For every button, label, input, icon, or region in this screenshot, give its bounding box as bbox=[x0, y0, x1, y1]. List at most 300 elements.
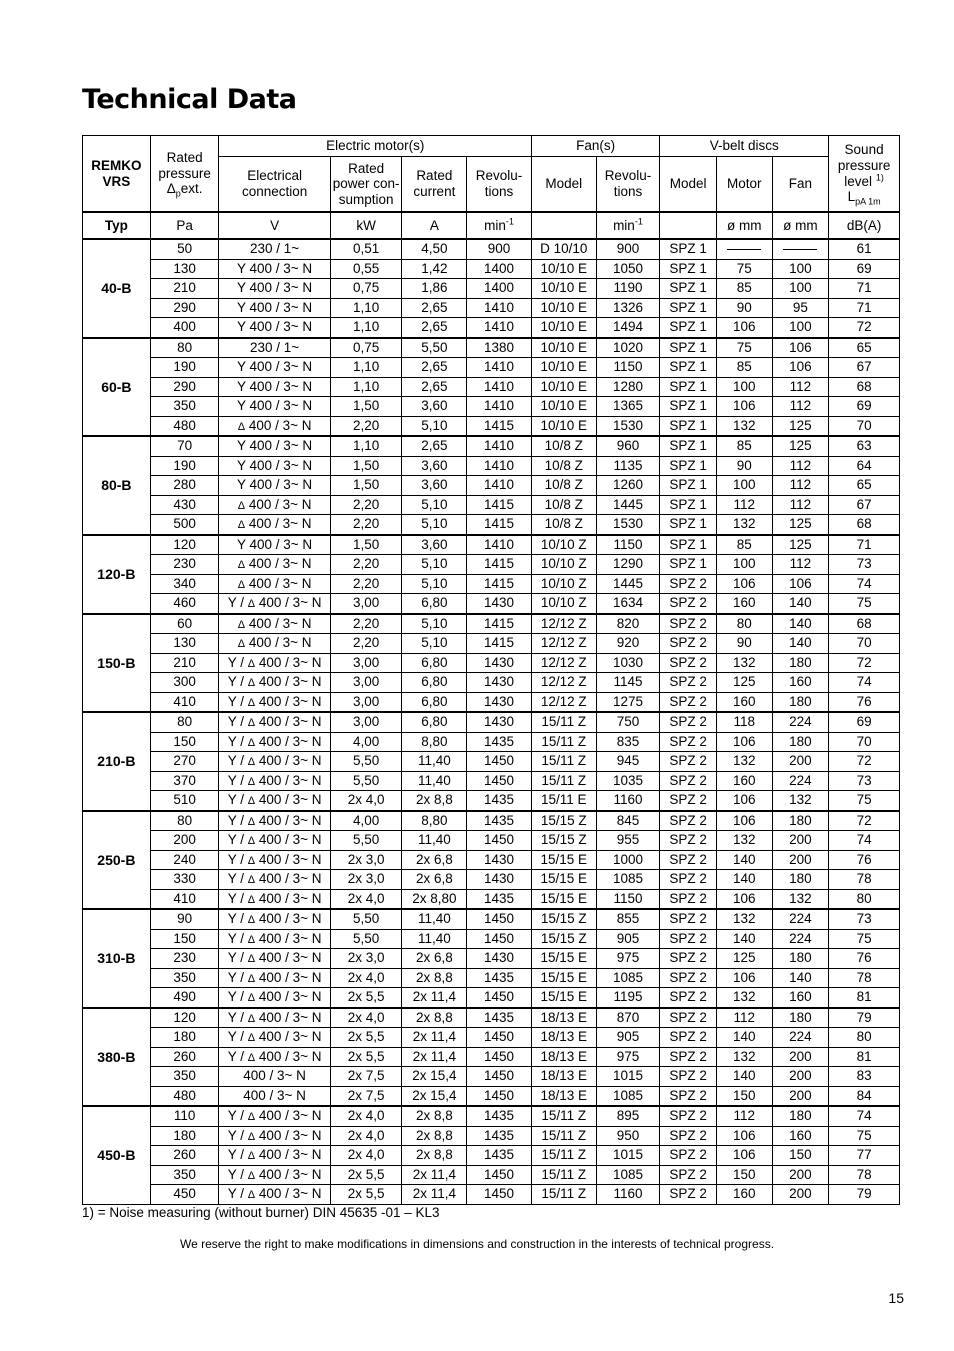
fan-model-cell: 18/13 E bbox=[531, 1028, 596, 1048]
motor-dia-cell: 106 bbox=[716, 1126, 772, 1146]
sound-cell: 70 bbox=[829, 416, 900, 436]
fan-dia-cell: 200 bbox=[772, 1086, 829, 1106]
header-vbelt-model: Model bbox=[660, 157, 717, 213]
fan-rev-cell: 750 bbox=[596, 712, 660, 732]
vbelt-model-cell: SPZ 1 bbox=[660, 535, 717, 555]
fan-rev-cell: 1085 bbox=[596, 1086, 660, 1106]
motor-dia-cell: 106 bbox=[716, 791, 772, 811]
connection-cell: Y / Δ 400 / 3~ N bbox=[219, 929, 330, 949]
fan-dia-cell bbox=[772, 239, 829, 259]
motor-rev-cell: 1410 bbox=[467, 476, 532, 496]
motor-dia-cell: 90 bbox=[716, 298, 772, 318]
current-cell: 2,65 bbox=[402, 377, 467, 397]
connection-cell: Y / Δ 400 / 3~ N bbox=[219, 752, 330, 772]
fan-rev-cell: 820 bbox=[596, 614, 660, 634]
sound-cell: 78 bbox=[829, 968, 900, 988]
sound-cell: 75 bbox=[829, 1126, 900, 1146]
motor-dia-cell: 90 bbox=[716, 456, 772, 476]
fan-model-cell: 10/10 E bbox=[531, 377, 596, 397]
power-cell: 2,20 bbox=[330, 495, 402, 515]
sound-cell: 68 bbox=[829, 515, 900, 535]
fan-model-cell: 15/11 Z bbox=[531, 1165, 596, 1185]
pressure-cell: 230 bbox=[150, 555, 219, 575]
sound-cell: 78 bbox=[829, 1165, 900, 1185]
fan-rev-cell: 855 bbox=[596, 909, 660, 929]
motor-dia-cell: 112 bbox=[716, 1008, 772, 1028]
sound-cell: 71 bbox=[829, 298, 900, 318]
current-cell: 3,60 bbox=[402, 397, 467, 417]
current-cell: 11,40 bbox=[402, 909, 467, 929]
fan-dia-cell: 112 bbox=[772, 476, 829, 496]
connection-cell: Δ 400 / 3~ N bbox=[219, 574, 330, 594]
fan-rev-cell: 1275 bbox=[596, 692, 660, 712]
pressure-cell: 400 bbox=[150, 318, 219, 338]
fan-dia-cell: 200 bbox=[772, 831, 829, 851]
fan-dia-cell: 140 bbox=[772, 614, 829, 634]
connection-cell: Y 400 / 3~ N bbox=[219, 259, 330, 279]
connection-cell: Y 400 / 3~ N bbox=[219, 397, 330, 417]
motor-rev-cell: 1410 bbox=[467, 298, 532, 318]
motor-rev-cell: 900 bbox=[467, 239, 532, 259]
pressure-cell: 180 bbox=[150, 1126, 219, 1146]
unit-current: A bbox=[402, 212, 467, 239]
vbelt-model-cell: SPZ 2 bbox=[660, 634, 717, 654]
power-cell: 2x 4,0 bbox=[330, 1106, 402, 1126]
pressure-cell: 410 bbox=[150, 692, 219, 712]
vbelt-model-cell: SPZ 2 bbox=[660, 889, 717, 909]
motor-dia-cell: 140 bbox=[716, 1067, 772, 1087]
table-row bbox=[83, 791, 900, 811]
motor-rev-cell: 1400 bbox=[467, 259, 532, 279]
table-row bbox=[83, 634, 900, 654]
motor-rev-cell: 1430 bbox=[467, 949, 532, 969]
power-cell: 2,20 bbox=[330, 515, 402, 535]
current-cell: 2x 8,8 bbox=[402, 791, 467, 811]
vbelt-model-cell: SPZ 2 bbox=[660, 968, 717, 988]
fan-rev-cell: 870 bbox=[596, 1008, 660, 1028]
motor-dia-cell: 106 bbox=[716, 397, 772, 417]
fan-rev-cell: 1530 bbox=[596, 416, 660, 436]
vbelt-model-cell: SPZ 1 bbox=[660, 416, 717, 436]
pressure-cell: 270 bbox=[150, 752, 219, 772]
power-cell: 3,00 bbox=[330, 653, 402, 673]
motor-rev-cell: 1415 bbox=[467, 574, 532, 594]
sound-cell: 63 bbox=[829, 436, 900, 456]
fan-dia-cell: 180 bbox=[772, 692, 829, 712]
power-cell: 1,50 bbox=[330, 397, 402, 417]
power-cell: 2x 7,5 bbox=[330, 1086, 402, 1106]
motor-dia-cell: 160 bbox=[716, 692, 772, 712]
motor-rev-cell: 1410 bbox=[467, 397, 532, 417]
fan-model-cell: 15/11 Z bbox=[531, 1126, 596, 1146]
motor-rev-cell: 1435 bbox=[467, 1106, 532, 1126]
table-row bbox=[83, 1067, 900, 1087]
table-row bbox=[83, 909, 900, 929]
pressure-cell: 480 bbox=[150, 1086, 219, 1106]
motor-rev-cell: 1450 bbox=[467, 929, 532, 949]
motor-dia-cell: 160 bbox=[716, 771, 772, 791]
table-row bbox=[83, 811, 900, 831]
fan-dia-cell: 224 bbox=[772, 1028, 829, 1048]
fan-rev-cell: 1494 bbox=[596, 318, 660, 338]
fan-rev-cell: 955 bbox=[596, 831, 660, 851]
fan-model-cell: 10/10 Z bbox=[531, 555, 596, 575]
motor-rev-cell: 1450 bbox=[467, 771, 532, 791]
current-cell: 2x 8,80 bbox=[402, 889, 467, 909]
model-cell: 380-B bbox=[83, 1008, 151, 1107]
sound-cell: 75 bbox=[829, 791, 900, 811]
power-cell: 2x 3,0 bbox=[330, 850, 402, 870]
motor-dia-cell: 90 bbox=[716, 634, 772, 654]
motor-dia-cell: 132 bbox=[716, 752, 772, 772]
pressure-cell: 450 bbox=[150, 1185, 219, 1205]
pressure-cell: 150 bbox=[150, 929, 219, 949]
table-row bbox=[83, 239, 900, 259]
fan-model-cell: D 10/10 bbox=[531, 239, 596, 259]
motor-dia-cell: 160 bbox=[716, 594, 772, 614]
fan-model-cell: 15/11 Z bbox=[531, 1106, 596, 1126]
pressure-cell: 150 bbox=[150, 732, 219, 752]
fan-model-cell: 15/11 Z bbox=[531, 752, 596, 772]
connection-cell: Y / Δ 400 / 3~ N bbox=[219, 732, 330, 752]
table-row bbox=[83, 318, 900, 338]
current-cell: 1,42 bbox=[402, 259, 467, 279]
sound-cell: 71 bbox=[829, 535, 900, 555]
table-row bbox=[83, 259, 900, 279]
model-cell: 450-B bbox=[83, 1106, 151, 1204]
sound-cell: 72 bbox=[829, 318, 900, 338]
power-cell: 0,55 bbox=[330, 259, 402, 279]
connection-cell: Y / Δ 400 / 3~ N bbox=[219, 870, 330, 890]
motor-dia-cell: 106 bbox=[716, 318, 772, 338]
motor-dia-cell: 150 bbox=[716, 1086, 772, 1106]
table-row bbox=[83, 338, 900, 358]
fan-dia-cell: 140 bbox=[772, 968, 829, 988]
fan-rev-cell: 1445 bbox=[596, 574, 660, 594]
motor-rev-cell: 1410 bbox=[467, 358, 532, 378]
pressure-cell: 260 bbox=[150, 1047, 219, 1067]
fan-rev-cell: 1365 bbox=[596, 397, 660, 417]
fan-model-cell: 10/10 E bbox=[531, 416, 596, 436]
sound-cell: 81 bbox=[829, 1047, 900, 1067]
sound-cell: 65 bbox=[829, 476, 900, 496]
pressure-cell: 180 bbox=[150, 1028, 219, 1048]
connection-cell: Y / Δ 400 / 3~ N bbox=[219, 850, 330, 870]
fan-model-cell: 10/10 E bbox=[531, 279, 596, 299]
fan-rev-cell: 1326 bbox=[596, 298, 660, 318]
fan-rev-cell: 1195 bbox=[596, 988, 660, 1008]
motor-dia-cell: 118 bbox=[716, 712, 772, 732]
power-cell: 2,20 bbox=[330, 555, 402, 575]
current-cell: 11,40 bbox=[402, 771, 467, 791]
motor-rev-cell: 1435 bbox=[467, 889, 532, 909]
current-cell: 2x 6,8 bbox=[402, 870, 467, 890]
fan-model-cell: 18/13 E bbox=[531, 1047, 596, 1067]
connection-cell: Y / Δ 400 / 3~ N bbox=[219, 831, 330, 851]
pressure-cell: 120 bbox=[150, 535, 219, 555]
sound-cell: 64 bbox=[829, 456, 900, 476]
current-cell: 5,10 bbox=[402, 555, 467, 575]
current-cell: 6,80 bbox=[402, 653, 467, 673]
fan-model-cell: 15/15 E bbox=[531, 850, 596, 870]
connection-cell: 230 / 1~ bbox=[219, 239, 330, 259]
pressure-cell: 190 bbox=[150, 456, 219, 476]
motor-rev-cell: 1400 bbox=[467, 279, 532, 299]
fan-rev-cell: 920 bbox=[596, 634, 660, 654]
motor-rev-cell: 1435 bbox=[467, 732, 532, 752]
connection-cell: Y 400 / 3~ N bbox=[219, 377, 330, 397]
fan-model-cell: 15/11 Z bbox=[531, 771, 596, 791]
pressure-cell: 70 bbox=[150, 436, 219, 456]
pressure-cell: 510 bbox=[150, 791, 219, 811]
motor-dia-cell: 140 bbox=[716, 929, 772, 949]
vbelt-model-cell: SPZ 2 bbox=[660, 574, 717, 594]
sound-cell: 72 bbox=[829, 653, 900, 673]
pressure-cell: 300 bbox=[150, 673, 219, 693]
current-cell: 1,86 bbox=[402, 279, 467, 299]
vbelt-model-cell: SPZ 2 bbox=[660, 850, 717, 870]
power-cell: 0,75 bbox=[330, 279, 402, 299]
fan-rev-cell: 845 bbox=[596, 811, 660, 831]
fan-model-cell: 10/10 E bbox=[531, 259, 596, 279]
table-row bbox=[83, 673, 900, 693]
fan-model-cell: 12/12 Z bbox=[531, 614, 596, 634]
motor-dia-cell: 132 bbox=[716, 988, 772, 1008]
power-cell: 4,00 bbox=[330, 811, 402, 831]
pressure-cell: 110 bbox=[150, 1106, 219, 1126]
vbelt-model-cell: SPZ 2 bbox=[660, 1185, 717, 1205]
current-cell: 4,50 bbox=[402, 239, 467, 259]
header-electrical-connection: Electrical connection bbox=[219, 157, 330, 213]
model-cell: 310-B bbox=[83, 909, 151, 1008]
pressure-cell: 240 bbox=[150, 850, 219, 870]
fan-dia-cell: 100 bbox=[772, 259, 829, 279]
fan-rev-cell: 1050 bbox=[596, 259, 660, 279]
fan-rev-cell: 1290 bbox=[596, 555, 660, 575]
motor-rev-cell: 1450 bbox=[467, 831, 532, 851]
connection-cell: Y / Δ 400 / 3~ N bbox=[219, 1047, 330, 1067]
connection-cell: Y / Δ 400 / 3~ N bbox=[219, 1126, 330, 1146]
header-rated-pressure: Rated pressure $\Delta_pext$. bbox=[150, 136, 219, 213]
vbelt-model-cell: SPZ 1 bbox=[660, 259, 717, 279]
fan-model-cell: 15/11 E bbox=[531, 791, 596, 811]
power-cell: 1,10 bbox=[330, 436, 402, 456]
fan-rev-cell: 945 bbox=[596, 752, 660, 772]
fan-dia-cell: 180 bbox=[772, 1008, 829, 1028]
motor-dia-cell: 125 bbox=[716, 949, 772, 969]
fan-dia-cell: 224 bbox=[772, 712, 829, 732]
table-row bbox=[83, 535, 900, 555]
motor-rev-cell: 1435 bbox=[467, 791, 532, 811]
sound-cell: 78 bbox=[829, 870, 900, 890]
fan-rev-cell: 1150 bbox=[596, 535, 660, 555]
motor-rev-cell: 1435 bbox=[467, 1146, 532, 1166]
sound-cell: 70 bbox=[829, 634, 900, 654]
fan-dia-cell: 200 bbox=[772, 1067, 829, 1087]
connection-cell: Y 400 / 3~ N bbox=[219, 476, 330, 496]
fan-model-cell: 10/10 E bbox=[531, 318, 596, 338]
unit-vbelt-model bbox=[660, 212, 717, 239]
technical-data-table bbox=[82, 135, 900, 1205]
motor-rev-cell: 1415 bbox=[467, 495, 532, 515]
sound-cell: 76 bbox=[829, 850, 900, 870]
pressure-cell: 350 bbox=[150, 397, 219, 417]
connection-cell: Y / Δ 400 / 3~ N bbox=[219, 1028, 330, 1048]
table-row bbox=[83, 949, 900, 969]
motor-dia-cell: 106 bbox=[716, 968, 772, 988]
footnote: 1) = Noise measuring (without burner) DIN 45635 -01 – KL3 bbox=[82, 1205, 440, 1220]
connection-cell: Y 400 / 3~ N bbox=[219, 535, 330, 555]
pressure-cell: 120 bbox=[150, 1008, 219, 1028]
power-cell: 1,50 bbox=[330, 535, 402, 555]
fan-model-cell: 12/12 Z bbox=[531, 653, 596, 673]
power-cell: 4,00 bbox=[330, 732, 402, 752]
connection-cell: Y / Δ 400 / 3~ N bbox=[219, 673, 330, 693]
table-row bbox=[83, 594, 900, 614]
pressure-cell: 200 bbox=[150, 831, 219, 851]
sound-cell: 74 bbox=[829, 673, 900, 693]
current-cell: 6,80 bbox=[402, 673, 467, 693]
table-row bbox=[83, 298, 900, 318]
table-row bbox=[83, 358, 900, 378]
fan-rev-cell: 1150 bbox=[596, 358, 660, 378]
sound-cell: 67 bbox=[829, 495, 900, 515]
pressure-cell: 210 bbox=[150, 279, 219, 299]
motor-rev-cell: 1415 bbox=[467, 416, 532, 436]
table-row bbox=[83, 456, 900, 476]
motor-rev-cell: 1430 bbox=[467, 712, 532, 732]
vbelt-model-cell: SPZ 2 bbox=[660, 673, 717, 693]
fan-dia-cell: 112 bbox=[772, 397, 829, 417]
vbelt-model-cell: SPZ 2 bbox=[660, 1165, 717, 1185]
header-sound-pressure: Sound pressure level $^{1)}$ $L_{pA 1m}$ bbox=[829, 136, 900, 213]
motor-rev-cell: 1430 bbox=[467, 673, 532, 693]
vbelt-model-cell: SPZ 2 bbox=[660, 1067, 717, 1087]
page-number: 15 bbox=[888, 1290, 904, 1306]
fan-dia-cell: 112 bbox=[772, 555, 829, 575]
power-cell: 2x 5,5 bbox=[330, 1028, 402, 1048]
power-cell: 3,00 bbox=[330, 712, 402, 732]
power-cell: 2x 5,5 bbox=[330, 1185, 402, 1205]
table-row bbox=[83, 436, 900, 456]
current-cell: 2x 11,4 bbox=[402, 1185, 467, 1205]
table-row bbox=[83, 476, 900, 496]
power-cell: 3,00 bbox=[330, 692, 402, 712]
fan-model-cell: 15/15 E bbox=[531, 889, 596, 909]
current-cell: 5,10 bbox=[402, 634, 467, 654]
fan-model-cell: 18/13 E bbox=[531, 1067, 596, 1087]
power-cell: 2,20 bbox=[330, 614, 402, 634]
power-cell: 3,00 bbox=[330, 673, 402, 693]
current-cell: 2x 11,4 bbox=[402, 1028, 467, 1048]
motor-dia-cell: 125 bbox=[716, 673, 772, 693]
connection-cell: 230 / 1~ bbox=[219, 338, 330, 358]
unit-motor-diameter: ø mm bbox=[716, 212, 772, 239]
connection-cell: Δ 400 / 3~ N bbox=[219, 634, 330, 654]
motor-dia-cell: 85 bbox=[716, 358, 772, 378]
power-cell: 2x 5,5 bbox=[330, 1047, 402, 1067]
motor-rev-cell: 1435 bbox=[467, 968, 532, 988]
motor-rev-cell: 1450 bbox=[467, 1185, 532, 1205]
current-cell: 2x 6,8 bbox=[402, 850, 467, 870]
motor-rev-cell: 1430 bbox=[467, 850, 532, 870]
fan-rev-cell: 1150 bbox=[596, 889, 660, 909]
pressure-cell: 340 bbox=[150, 574, 219, 594]
sound-cell: 80 bbox=[829, 889, 900, 909]
motor-dia-cell: 132 bbox=[716, 1047, 772, 1067]
unit-voltage: V bbox=[219, 212, 330, 239]
power-cell: 5,50 bbox=[330, 771, 402, 791]
header-electric-motors: Electric motor(s) bbox=[219, 136, 531, 157]
fan-rev-cell: 950 bbox=[596, 1126, 660, 1146]
fan-model-cell: 15/11 Z bbox=[531, 1185, 596, 1205]
fan-model-cell: 15/15 E bbox=[531, 968, 596, 988]
model-cell: 40-B bbox=[83, 239, 151, 338]
motor-rev-cell: 1450 bbox=[467, 1028, 532, 1048]
motor-dia-cell: 132 bbox=[716, 909, 772, 929]
pressure-cell: 350 bbox=[150, 1067, 219, 1087]
fan-dia-cell: 160 bbox=[772, 1126, 829, 1146]
power-cell: 2x 4,0 bbox=[330, 1008, 402, 1028]
table-row bbox=[83, 1028, 900, 1048]
current-cell: 2x 6,8 bbox=[402, 949, 467, 969]
fan-dia-cell: 180 bbox=[772, 1106, 829, 1126]
fan-dia-cell: 125 bbox=[772, 515, 829, 535]
table-row bbox=[83, 988, 900, 1008]
sound-cell: 76 bbox=[829, 692, 900, 712]
connection-cell: 400 / 3~ N bbox=[219, 1067, 330, 1087]
unit-fan-model bbox=[531, 212, 596, 239]
power-cell: 3,00 bbox=[330, 594, 402, 614]
fan-model-cell: 10/8 Z bbox=[531, 436, 596, 456]
sound-cell: 70 bbox=[829, 732, 900, 752]
table-row bbox=[83, 377, 900, 397]
sound-cell: 80 bbox=[829, 1028, 900, 1048]
motor-rev-cell: 1450 bbox=[467, 1047, 532, 1067]
motor-dia-cell: 100 bbox=[716, 555, 772, 575]
fan-dia-cell: 106 bbox=[772, 358, 829, 378]
fan-model-cell: 10/10 Z bbox=[531, 594, 596, 614]
pressure-cell: 80 bbox=[150, 811, 219, 831]
fan-dia-cell: 200 bbox=[772, 1047, 829, 1067]
table-row bbox=[83, 771, 900, 791]
fan-dia-cell: 224 bbox=[772, 771, 829, 791]
vbelt-model-cell: SPZ 1 bbox=[660, 279, 717, 299]
pressure-cell: 350 bbox=[150, 1165, 219, 1185]
connection-cell: Y / Δ 400 / 3~ N bbox=[219, 968, 330, 988]
current-cell: 2x 15,4 bbox=[402, 1067, 467, 1087]
fan-dia-cell: 180 bbox=[772, 653, 829, 673]
connection-cell: Y / Δ 400 / 3~ N bbox=[219, 712, 330, 732]
current-cell: 5,50 bbox=[402, 338, 467, 358]
fan-rev-cell: 1190 bbox=[596, 279, 660, 299]
sound-cell: 74 bbox=[829, 574, 900, 594]
vbelt-model-cell: SPZ 2 bbox=[660, 929, 717, 949]
motor-dia-cell: 106 bbox=[716, 889, 772, 909]
current-cell: 5,10 bbox=[402, 574, 467, 594]
current-cell: 2,65 bbox=[402, 358, 467, 378]
motor-dia-cell: 100 bbox=[716, 476, 772, 496]
table-row bbox=[83, 889, 900, 909]
pressure-cell: 500 bbox=[150, 515, 219, 535]
fan-rev-cell: 1035 bbox=[596, 771, 660, 791]
power-cell: 5,50 bbox=[330, 929, 402, 949]
page-title: Technical Data bbox=[82, 84, 297, 115]
sound-cell: 72 bbox=[829, 811, 900, 831]
vbelt-model-cell: SPZ 2 bbox=[660, 988, 717, 1008]
connection-cell: Y / Δ 400 / 3~ N bbox=[219, 791, 330, 811]
table-row bbox=[83, 555, 900, 575]
